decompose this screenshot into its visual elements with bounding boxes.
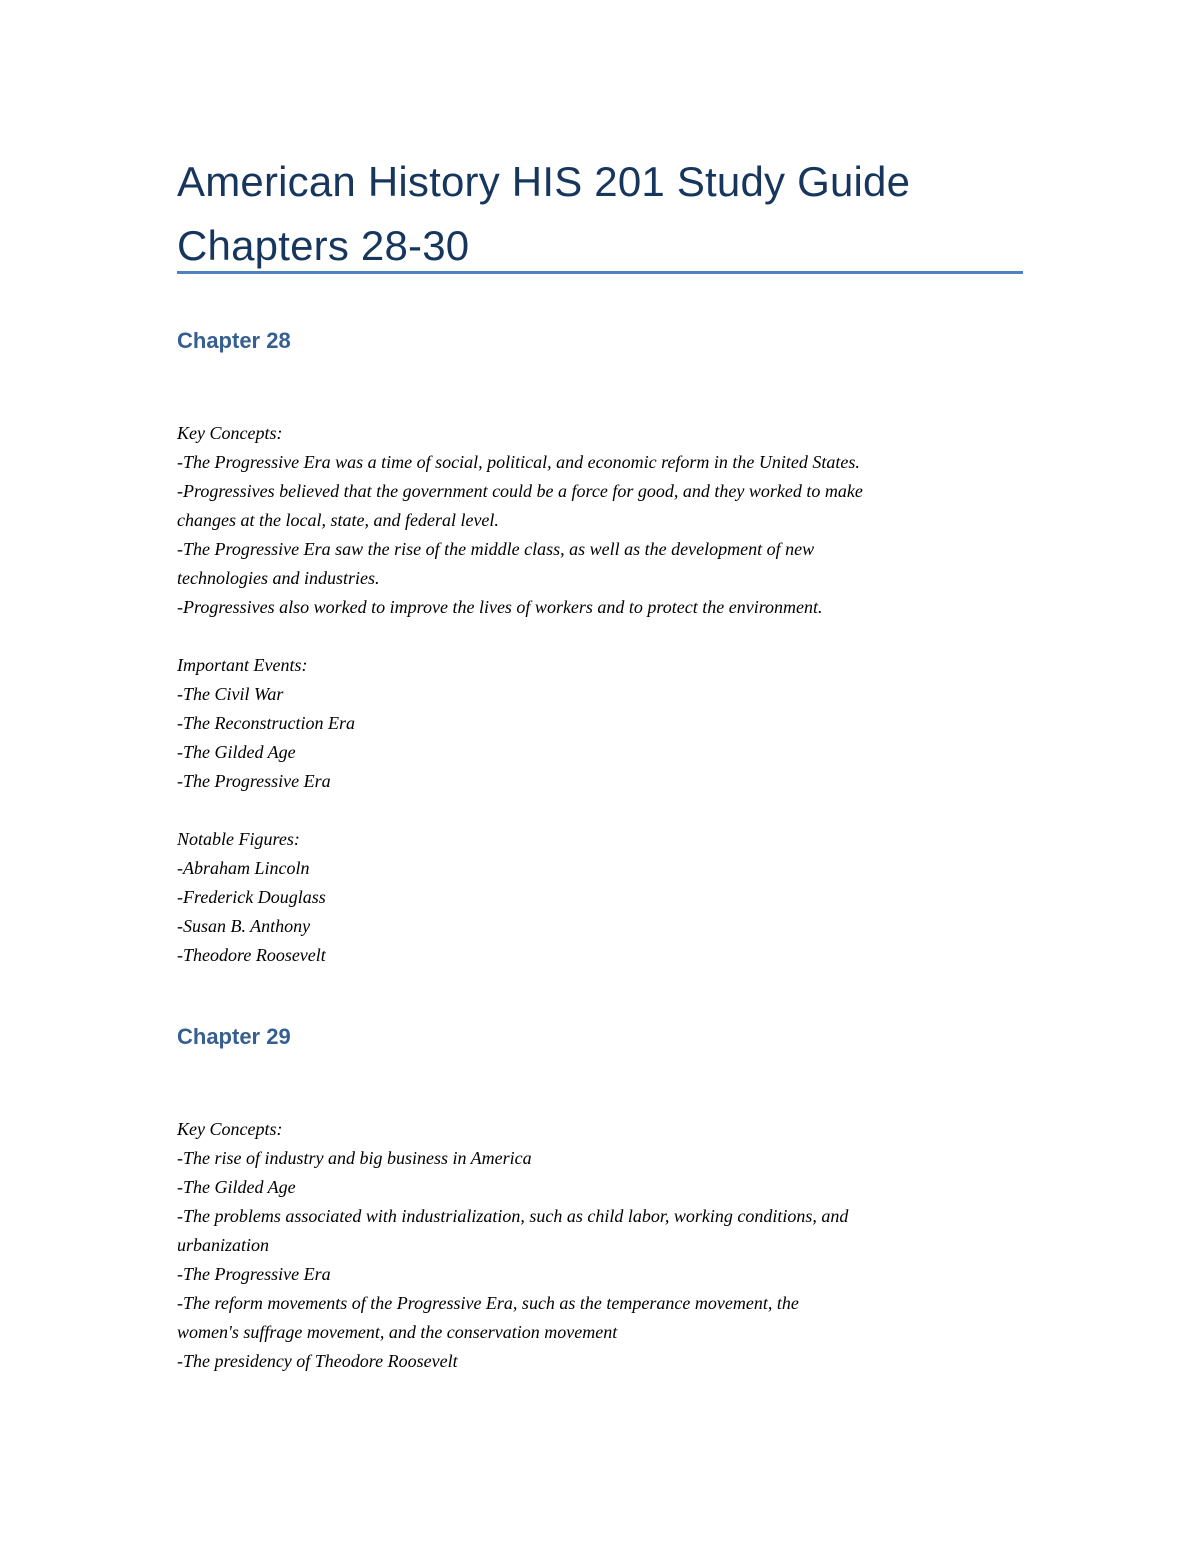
key-concept-line: -Progressives also worked to improve the lives of workers and to protect the environment. xyxy=(177,597,823,617)
key-concept-line: technologies and industries. xyxy=(177,568,380,588)
title-underline xyxy=(177,271,1023,274)
key-concept-line: -The rise of industry and big business in America xyxy=(177,1148,532,1168)
figure-item: -Susan B. Anthony xyxy=(177,916,311,936)
paragraph-gap xyxy=(177,622,1023,651)
key-concept-line: changes at the local, state, and federal level. xyxy=(177,510,499,530)
key-concept-line: -The reform movements of the Progressive Era, such as the temperance movement, the xyxy=(177,1293,799,1313)
key-concepts-label: Key Concepts: xyxy=(177,1119,283,1139)
key-concept-line: women's suffrage movement, and the conservation movement xyxy=(177,1322,618,1342)
key-concept-line: urbanization xyxy=(177,1235,270,1255)
figure-item: -Theodore Roosevelt xyxy=(177,945,326,965)
chapter-29-body xyxy=(177,1115,1023,1376)
key-concept-line: -The Progressive Era xyxy=(177,1264,331,1284)
chapter-28-body xyxy=(177,419,1023,970)
title-line-2: Chapters 28-30 xyxy=(177,222,470,269)
event-item: -The Civil War xyxy=(177,684,284,704)
key-concepts-label: Key Concepts: xyxy=(177,423,283,443)
chapter-28-heading: Chapter 28 xyxy=(177,328,291,353)
key-concept-line: -The Gilded Age xyxy=(177,1177,296,1197)
figure-item: -Abraham Lincoln xyxy=(177,858,310,878)
notable-figures-label: Notable Figures: xyxy=(177,829,300,849)
document-title xyxy=(177,150,1023,278)
key-concept-line: -The Progressive Era was a time of social, political, and economic reform in the United States. xyxy=(177,452,860,472)
key-concept-line: -The Progressive Era saw the rise of the middle class, as well as the development of new xyxy=(177,539,815,559)
event-item: -The Progressive Era xyxy=(177,771,331,791)
event-item: -The Reconstruction Era xyxy=(177,713,355,733)
key-concept-line: -The presidency of Theodore Roosevelt xyxy=(177,1351,458,1371)
key-concept-line: -Progressives believed that the government could be a force for good, and they worked to make xyxy=(177,481,863,501)
figure-item: -Frederick Douglass xyxy=(177,887,326,907)
chapter-29-heading: Chapter 29 xyxy=(177,1024,291,1049)
paragraph-gap xyxy=(177,796,1023,825)
title-line-1: American History HIS 201 Study Guide xyxy=(177,158,911,205)
important-events-label: Important Events: xyxy=(177,655,308,675)
event-item: -The Gilded Age xyxy=(177,742,296,762)
key-concept-line: -The problems associated with industrialization, such as child labor, working conditions, and xyxy=(177,1206,849,1226)
